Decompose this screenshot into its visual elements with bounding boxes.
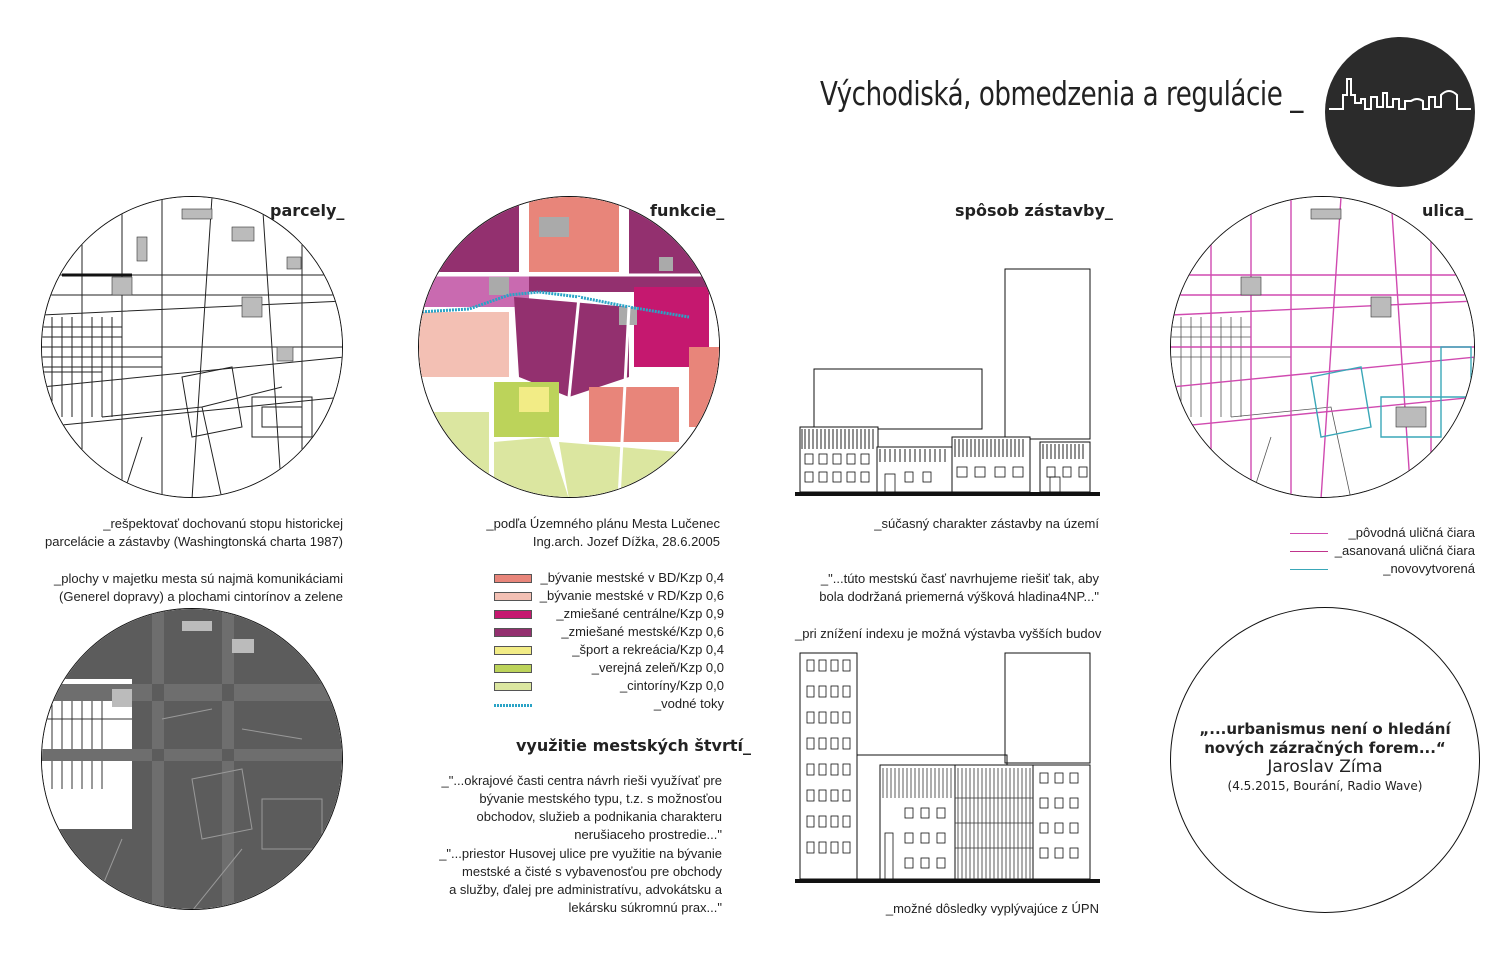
funkcie-caption: [418, 515, 720, 551]
legend-item: _vodné toky: [494, 696, 724, 714]
caption-line: _plochy v majetku mesta sú najmä komunikáciami: [53, 571, 343, 586]
legend-swatch: [494, 610, 532, 619]
legend-line: [1290, 569, 1328, 570]
quote-line: bývanie mestského typu, t.z. s možnosťou: [479, 791, 722, 806]
legend-swatch: [494, 682, 532, 691]
caption-line: _podľa Územného plánu Mesta Lučenec: [486, 516, 720, 531]
page-title: Východiská, obmedzenia a regulácie _: [820, 74, 1303, 113]
quote-line: obchodov, služieb a podnikania charakteru: [476, 809, 722, 824]
quote-line: „...urbanismus není o hledání: [1199, 720, 1451, 738]
funkcie-heading: funkcie_: [650, 201, 725, 220]
vyuzitie-quote-2: [418, 845, 722, 917]
legend-swatch: [494, 664, 532, 673]
legend-item: _asanovaná uličná čiara: [1290, 543, 1475, 561]
caption-line: (Generel dopravy) a plochami cintorínov a zelene: [59, 589, 343, 604]
quote-source: (4.5.2015, Bourání, Radio Wave): [1227, 779, 1423, 793]
vyuzitie-heading: využitie mestských štvrtí_: [516, 736, 751, 755]
legend-item: _cintoríny/Kzp 0,0: [494, 678, 724, 696]
logo: [1325, 37, 1475, 187]
quote-text: [1171, 720, 1479, 796]
quote-line: _"...túto mestskú časť navrhujeme riešiť tak, aby: [820, 571, 1099, 586]
quote-author: Jaroslav Zíma: [1267, 757, 1383, 777]
sposob-caption-3: _možné dôsledky vyplývajúce z ÚPN: [885, 901, 1099, 916]
vyuzitie-quote-1: [418, 772, 722, 844]
legend-swatch: [494, 592, 532, 601]
quote-line: bola dodržaná priemerná výšková hladina4NP...": [819, 589, 1099, 604]
legend-item: _bývanie mestské v BD/Kzp 0,4: [494, 570, 724, 588]
parcely-map: [41, 196, 343, 498]
ownership-map: [41, 608, 343, 910]
quote-line: a služby, ďalej pre administratívu, advokátsku a: [449, 882, 722, 897]
funkcie-legend: [494, 570, 722, 720]
sposob-heading: spôsob zástavby_: [955, 201, 1113, 220]
skyline-icon: [1325, 37, 1475, 187]
legend-item: _bývanie mestské v RD/Kzp 0,6: [494, 588, 724, 606]
quote-circle: [1170, 607, 1480, 913]
quote-line: _"...okrajové časti centra návrh rieši využívať pre: [441, 773, 722, 788]
quote-line: nových zázračných forem...“: [1204, 739, 1446, 757]
sposob-caption-2: _pri znížení indexu je možná výstavba vyšších budov: [795, 626, 1102, 641]
legend-line: [1290, 533, 1328, 534]
sposob-caption-1: _súčasný charakter zástavby na území: [874, 516, 1099, 531]
quote-line: _"...priestor Husovej ulice pre využitie na bývanie: [439, 846, 722, 861]
legend-item: _zmiešané centrálne/Kzp 0,9: [494, 606, 724, 624]
current-elevation: [795, 262, 1100, 502]
funkcie-map: [418, 196, 720, 498]
legend-swatch: [494, 628, 532, 637]
possible-elevation: [795, 648, 1100, 884]
legend-item: _šport a rekreácia/Kzp 0,4: [494, 642, 724, 660]
legend-swatch: [494, 704, 532, 707]
sposob-quote: [795, 570, 1099, 606]
ulica-heading: ulica_: [1422, 201, 1473, 220]
parcely-caption-2: [40, 570, 343, 606]
parcely-caption: [40, 515, 343, 551]
quote-line: mestské a čisté s vybavenosťou pre obchody: [462, 864, 722, 879]
parcely-heading: parcely_: [270, 201, 345, 220]
caption-line: _rešpektovať dochovanú stopu historickej: [103, 516, 343, 531]
caption-line: parcelácie a zástavby (Washingtonská charta 1987): [45, 534, 343, 549]
ulica-map: [1170, 196, 1475, 498]
legend-item: _pôvodná uličná čiara: [1290, 525, 1475, 543]
quote-line: lekársku súkromnú prax...": [568, 900, 722, 915]
legend-line: [1290, 551, 1328, 552]
quote-line: nerušiaceho prostredie...": [574, 827, 722, 842]
legend-item: _novovytvorená: [1290, 561, 1475, 579]
legend-swatch: [494, 646, 532, 655]
ulica-legend: [1290, 525, 1475, 580]
legend-item: _verejná zeleň/Kzp 0,0: [494, 660, 724, 678]
legend-item: _zmiešané mestské/Kzp 0,6: [494, 624, 724, 642]
legend-swatch: [494, 574, 532, 583]
caption-line: Ing.arch. Jozef Dížka, 28.6.2005: [532, 534, 720, 549]
